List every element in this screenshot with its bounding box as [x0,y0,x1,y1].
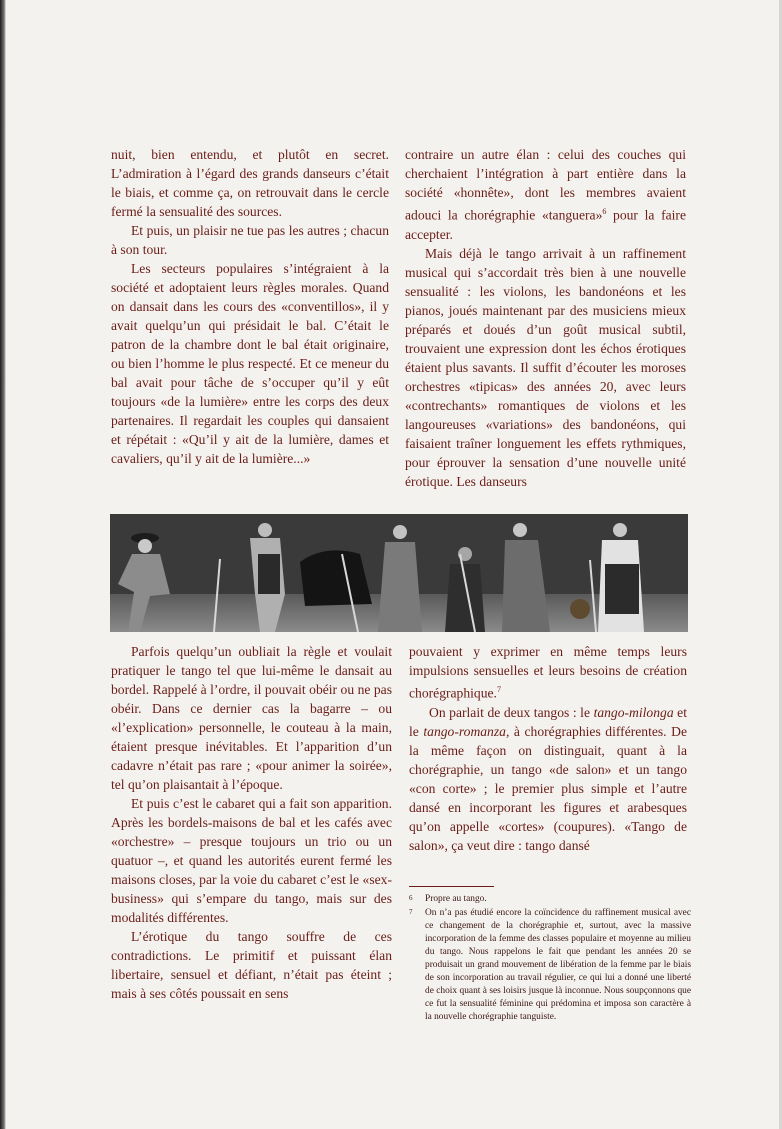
paragraph: Et puis c’est le cabaret qui a fait son apparition. Après les bordels-maisons de bal et les cafés avec «orchestre» – presque toujours un trio ou un quatuor –, et quand les autorités eurent fermé les maisons closes, par la voie du cabaret c’est le «sex-business» qui s’empare du tango, mais sur des modalités différentes. [111,796,392,925]
footnote-marker: 6 [409,894,413,902]
emphasis: tango-romanza [423,723,506,739]
paragraph: Les secteurs populaires s’intégraient à la société et adoptaient leurs règles morales. Quand on dansait dans les cours des «conventillos», il y avait quelqu’un qui présidait le bal. C’était le patron de la chambre dont le bal était originaire, ou bien l’homme le plus respecté. Et ce meneur du bal avait pour tâche de s’occuper qu’il y eût toujours «de la lumière» entre les corps des deux partenaires. Il regardait les couples qui dansaient et répétait : «Qu’il y ait de la lumière, dames et cavaliers, qu’il y ait de la lumière...» [111,261,389,466]
paragraph: nuit, bien entendu, et plutôt en secret. L’admiration à l’égard des grands danseurs c’était le biais, et comme ça, on retrouvait dans le cercle fermé la sensualité des sources. [111,147,389,219]
footnote-text: On n’a pas étudié encore la coïncidence du raffinement musical avec ce changement de la chorégraphie et, surtout, avec la massive incorporation de la femme des classes populaire et moyenne au milieu du tango. Nous rappelons le fait que pendant les années 20 se produisait un grand mouvement de libération de la femme par le biais de son incorporation au travail régulier, ce qui lui a donné une liberté de choix quant à ses loisirs jusque là inconnue. Nous soupçonnons que ce fut la sensualité féminine qui prédomina et imposa son caractère à la nouvelle chorégraphie tanguiste. [425,908,691,1022]
paragraph: Et puis, un plaisir ne tue pas les autres ; chacun à son tour. [111,223,389,257]
footnote-text: Propre au tango. [425,894,487,904]
footnote-ref: 7 [496,685,501,694]
text-run: On parlait de deux tangos : le [429,704,594,720]
column-bottom-left [111,642,392,1003]
footnotes [409,893,691,1025]
paragraph [409,642,687,703]
paragraph: Parfois quelqu’un oubliait la règle et voulait pratiquer le tango tel que lui-même le dansait au bordel. Rappelé à l’ordre, il pouvait obéir ou ne pas obéir. Dans ce dernier cas la bagarre – ou «l’explication» personnelle, le couteau à la main, étaient presque inévitables. Et l’apparition d’un cadavre n’était pas rare ; «pour animer la soirée», tel qu’on plaisantait à l’époque. [111,644,392,792]
footnote-separator [409,886,494,887]
photo-illustration [110,514,688,632]
column-top-left [111,145,389,468]
column-bottom-right [409,642,687,855]
scan-left-edge [0,0,6,1129]
emphasis: tango-milonga [593,704,674,720]
text-run: pour la faire accepter. [405,207,686,242]
paragraph [405,145,686,244]
text-run: et le [409,704,687,739]
footnote [409,907,691,1024]
text-run: contraire un autre élan : celui des couches qui cherchaient l’intégration à part entière dans la société «honnête», dont les membres avaient adouci la chorégraphie «tanguera» [405,147,686,223]
footnote-ref: 6 [602,207,607,216]
text-run: pouvaient y exprimer en même temps leurs impulsions sensuelles et leurs besoins de création chorégraphique. [409,644,687,701]
paragraph: Mais déjà le tango arrivait à un raffinement musical qui s’accordait très bien à une nouvelle sensualité : les violons, les bandonéons et les pianos, joués maintenant par des musiciens mieux préparés et doués d’un goût musical subtil, trouvaient une expression dont les échos érotiques étaient plus savants. Il suffit d’écouter les moroses orchestres «tipicas» des années 20, avec leurs «contrechants» romantiques de violons et les langoureuses «variations» des bandonéons, qui faisaient traîner longuement les effets rythmiques, pour éprouver la sensation d’une nouvelle unité érotique. Les danseurs [405,245,686,489]
column-top-right [405,145,686,491]
footnote-marker: 7 [409,908,413,916]
text-run: , à chorégraphies différentes. De la même façon on distinguait, quant à la chorégraphie, un tango «de salon» et un tango «con corte» ; le premier plus simple et l’autre dansé en incorporant les figures et arabesques qu’on appelle «cortes» (coupures). «Tango de salon», ça veut dire : tango dansé [409,723,687,853]
paragraph: L’érotique du tango souffre de ces contradictions. Le primitif et puissant élan libertaire, sensuel et défiant, n’était pas éteint ; mais à ses côtés poussait en sens [111,929,392,1001]
paragraph [409,703,687,855]
dancers-photograph [110,514,688,632]
footnote [409,893,691,906]
